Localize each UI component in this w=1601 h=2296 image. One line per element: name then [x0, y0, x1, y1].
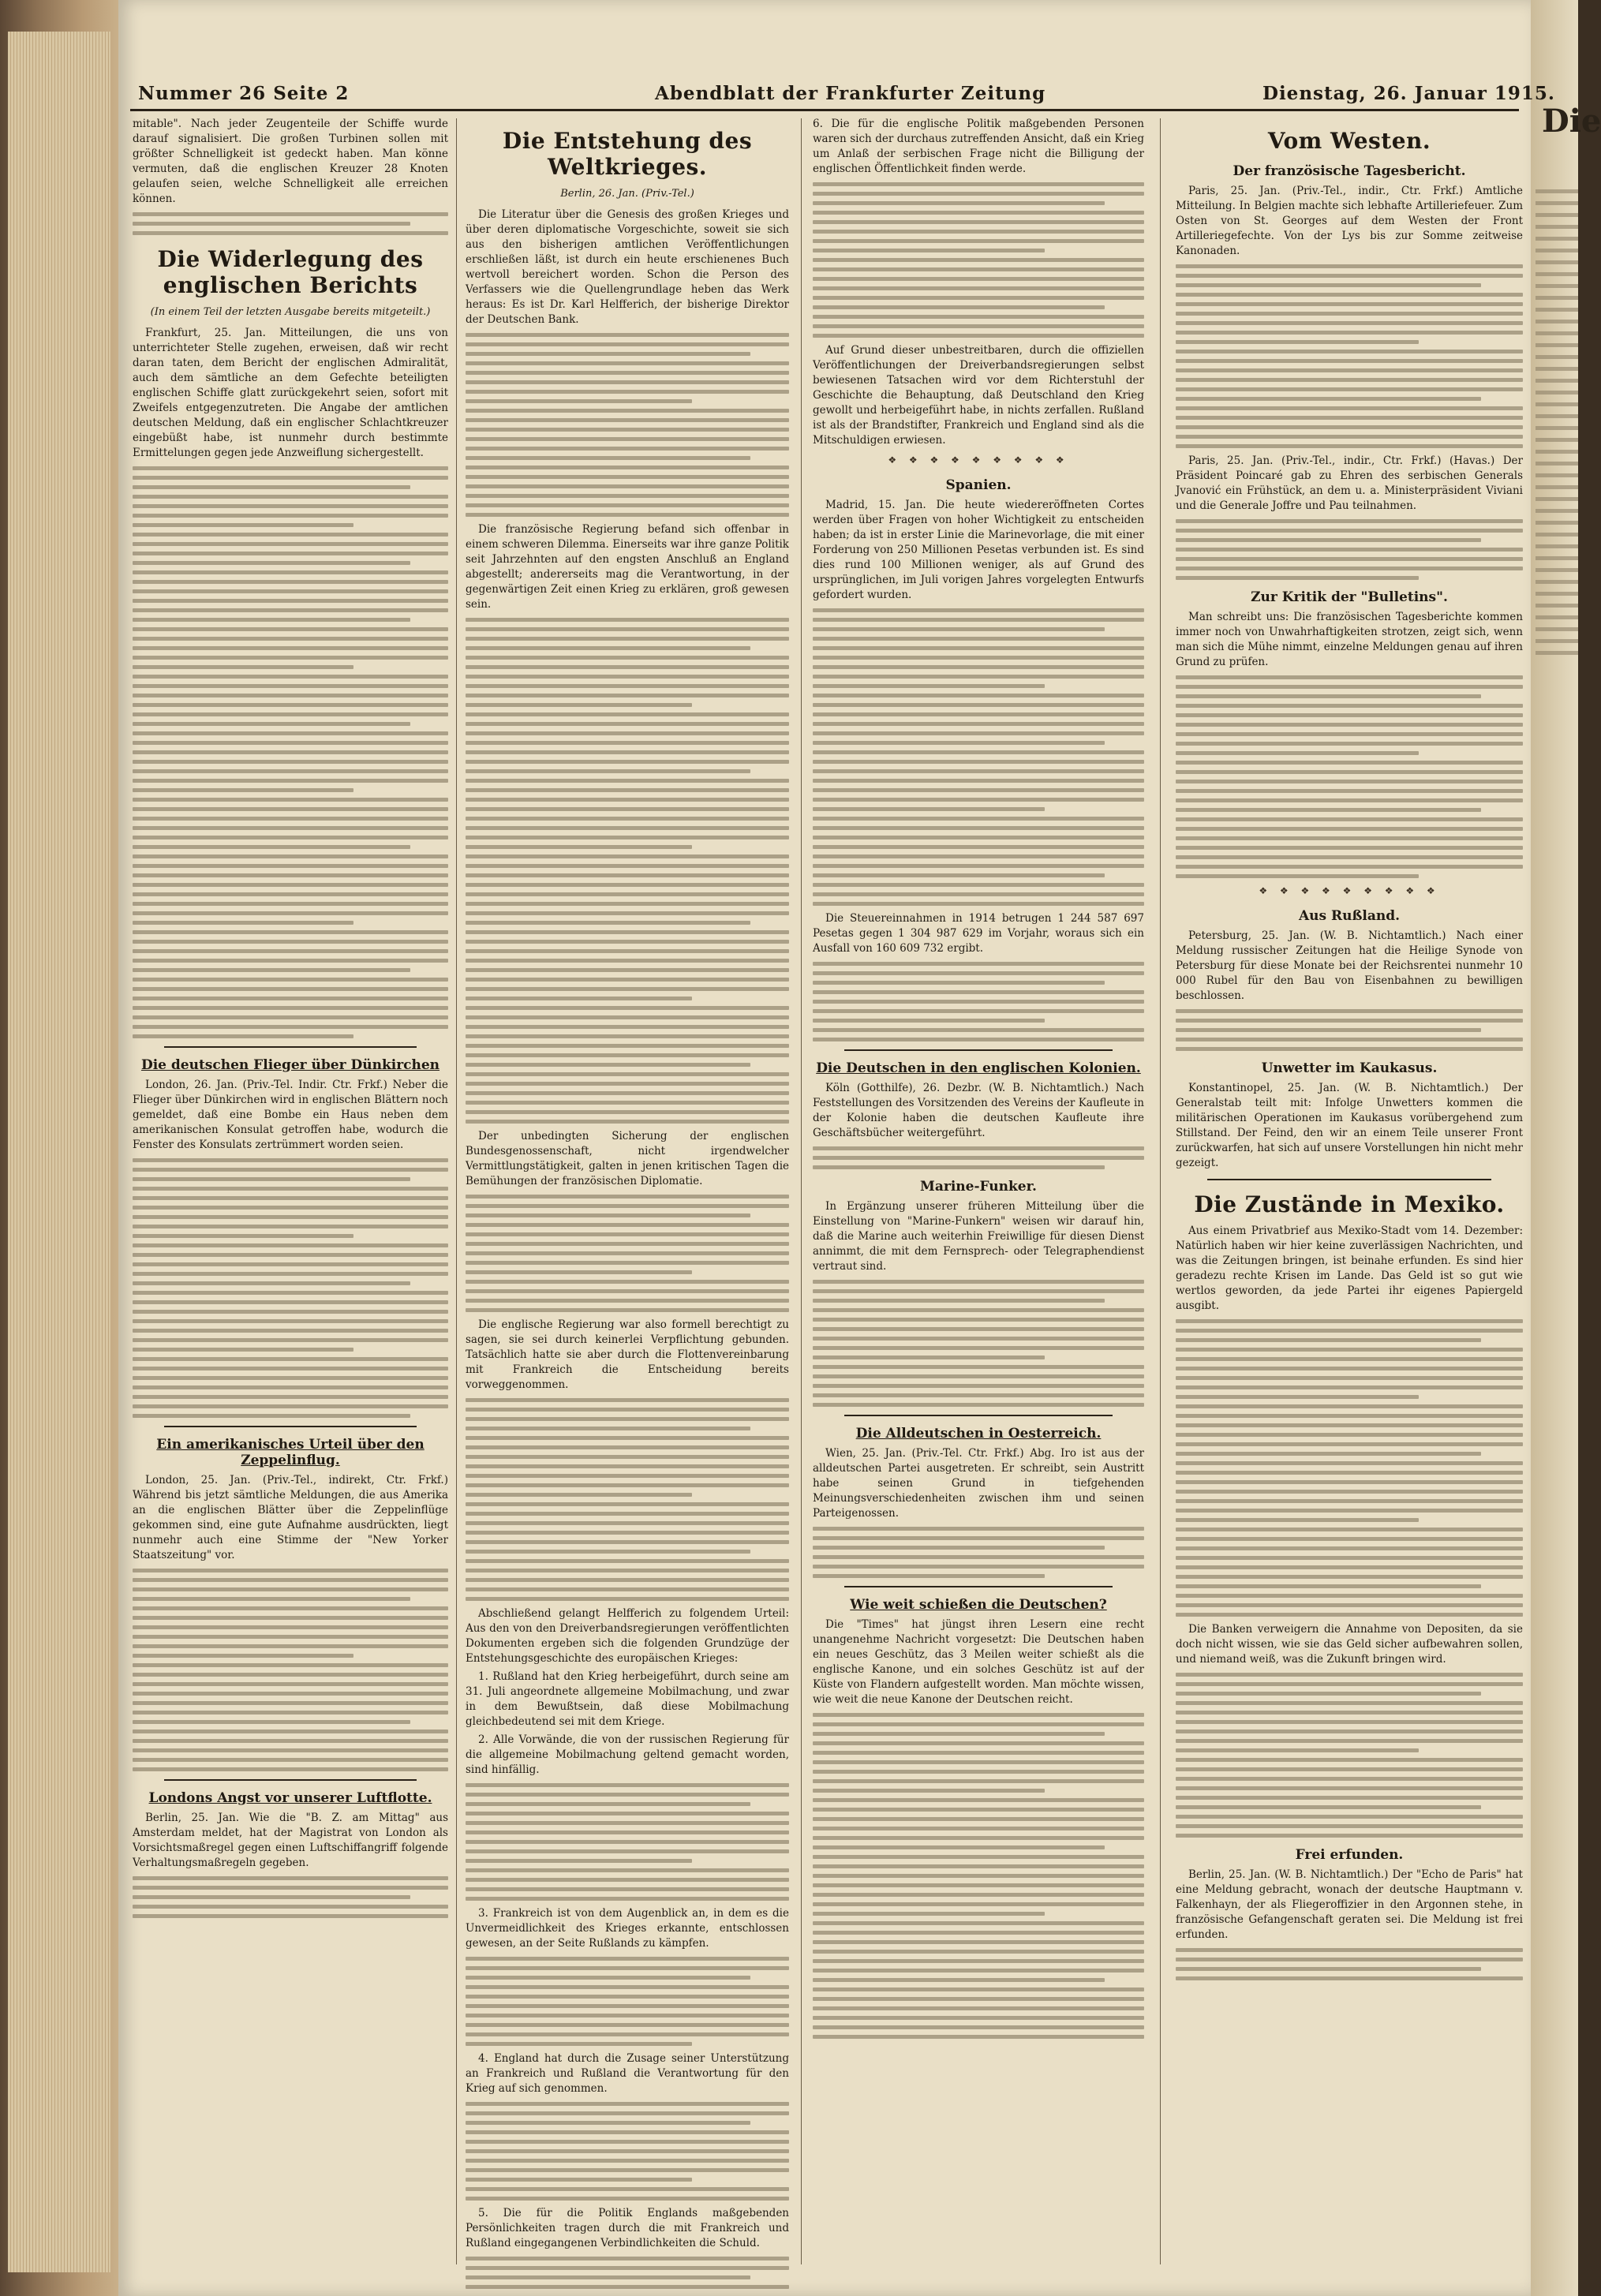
article-heading: Londons Angst vor unserer Luftflotte. — [148, 1790, 432, 1806]
article-text: Die Literatur über die Genesis des großen Krieges und über deren diplomatische Vorgeschichte, soweit sie sich aus den bisherigen amtlichen Veröffentlichungen erschließen läßt, ist durch ein heute erschienenes Buch wertvoll bereichert worden. Schon die Person des Verfassers wie die Quellengrundlage heben das Werk heraus: Es ist Dr. Karl Helfferich, der bisherige Direktor der Deutschen Bank. — [466, 208, 789, 326]
conclusion-item: 1. Rußland hat den Krieg herbeigeführt, durch seine am 31. Juli angeordnete allgemeine Mobilmachung, und zwar in dem Bewußtsein, daß diese Mobilmachung gleichbedeutend sei mit dem Kriege. — [466, 1670, 789, 1728]
text-lines — [466, 1957, 789, 2046]
text-lines — [466, 333, 789, 517]
text-lines — [1176, 264, 1523, 448]
article-heading: Die Deutschen in den englischen Kolonien. — [816, 1060, 1141, 1076]
article-text: Die englische Regierung war also formell berechtigt zu sagen, sie sei durch keinerlei Verpflichtung gebunden. Tatsächlich hatte sie aber durch die Flottenvereinbarung mit Frankreich die Entscheidung bereits vorweggenommen. — [466, 1318, 789, 1391]
header-issue-page: Nummer 26 Seite 2 — [138, 83, 350, 104]
article-text: Die Steuereinnahmen in 1914 betrugen 1 244 587 697 Pesetas gegen 1 304 987 629 im Vorjahr, woraus sich ein Ausfall von 160 609 732 ergibt. — [813, 912, 1144, 955]
text-lines — [1176, 1673, 1523, 1838]
article-text: 6. Die für die englische Politik maßgebenden Personen waren sich der durchaus zutreffenden Ansicht, daß ein Krieg um Anlaß der serbischen Frage nicht die Billigung der englischen Öffentlichkeit finden werde. — [813, 118, 1144, 175]
column-1 — [133, 117, 448, 2279]
article-heading: Vom Westen. — [1267, 128, 1431, 154]
article-heading: Frei erfunden. — [1295, 1847, 1404, 1863]
article-heading: Ein amerikanisches Urteil über den Zeppelinflug. — [156, 1437, 425, 1468]
text-lines — [466, 2257, 789, 2289]
header-date: Dienstag, 26. Januar 1915. — [1262, 83, 1555, 104]
text-lines — [466, 1398, 789, 1601]
article-heading: Die Entstehung des Weltkrieges. — [502, 128, 753, 180]
text-lines — [813, 962, 1144, 1041]
text-lines — [1176, 1009, 1523, 1051]
column-divider — [456, 118, 457, 2264]
column-4 — [1176, 117, 1523, 2279]
article-subheading: Der französische Tagesbericht. — [1233, 163, 1466, 179]
article-text: mitable". Nach jeder Zeugenteile der Schiffe wurde darauf signalisiert. Die großen Turbinen sollen mit größter Schnelligkeit ist gedeckt haben. Man könne vermuten, daß die englischen Kreuzer 28 Knoten gelaufen seien, welche Schnelligkeit alle erreichen können. — [133, 118, 448, 205]
ornament-divider: ❖ ❖ ❖ ❖ ❖ ❖ ❖ ❖ ❖ — [1259, 885, 1440, 896]
article-text: London, 25. Jan. (Priv.-Tel., indirekt, Ctr. Frkf.) Während bis jetzt sämtliche Meldungen, die aus Amerika an die englischen Blätter über die Zeppelinflüge gekommen sind, eine gute Aufnahme ausdrückten, liegt nunmehr auch eine Stimme der "New Yorker Staatszeitung" vor. — [133, 1474, 448, 1561]
text-lines — [466, 2102, 789, 2201]
text-lines — [1176, 1948, 1523, 1980]
article-text: Berlin, 25. Jan. Wie die "B. Z. am Mittag" aus Amsterdam meldet, hat der Magistrat von London als Vorsichtsmaßregel gegen einen Luftschiffangriff folgende Verhaltungsmaßregeln gegeben. — [133, 1812, 448, 1869]
ornament-divider: ❖ ❖ ❖ ❖ ❖ ❖ ❖ ❖ ❖ — [888, 454, 1069, 466]
article-heading: Zur Kritik der "Bulletins". — [1251, 589, 1448, 605]
article-heading: Die Widerlegung des englischen Berichts — [157, 246, 424, 298]
header-masthead: Abendblatt der Frankfurter Zeitung — [655, 83, 1046, 104]
article-text: Die "Times" hat jüngst ihren Lesern eine recht unangenehme Nachricht vorgesetzt: Die Deutschen haben ein neues Geschütz, das 3 Meilen weiter schießt als die englische Kanone, und ein solches Geschütz ist auf der Küste von Flandern aufgestellt worden. Man möchte wissen, wie weit die neue Kanone der Deutschen reicht. — [813, 1618, 1144, 1706]
article-heading: Die Alldeutschen in Oesterreich. — [855, 1426, 1102, 1442]
text-lines — [133, 1876, 448, 1918]
text-lines — [813, 1146, 1144, 1169]
section-rule — [164, 1779, 417, 1781]
stacked-page-edges — [8, 32, 110, 2272]
section-rule — [844, 1049, 1113, 1051]
text-lines — [1176, 675, 1523, 878]
text-lines — [133, 466, 448, 1038]
article-text: Berlin, 25. Jan. (W. B. Nichtamtlich.) Der "Echo de Paris" hat eine Meldung gebracht, wonach der deutsche Hauptmann v. Falkenhayn, der als Fliegeroffizier in den Argonnen stehe, in französische Gefangenschaft geraten sei. Die Meldung ist frei erfunden. — [1176, 1868, 1523, 1941]
article-text: Die Banken verweigern die Annahme von Depositen, da sie doch nicht wissen, wie sie das Geld sicher aufbewahren sollen, und niemand weiß, was die Zukunft bringen wird. — [1176, 1623, 1523, 1666]
text-lines — [813, 1527, 1144, 1578]
article-heading: Unwetter im Kaukasus. — [1261, 1060, 1438, 1076]
conclusion-item: 4. England hat durch die Zusage seiner Unterstützung an Frankreich und Rußland die Verantwortung für den Krieg auf sich genommen. — [466, 2052, 789, 2095]
article-heading: Wie weit schießen die Deutschen? — [850, 1597, 1107, 1613]
text-lines — [813, 1713, 1144, 2039]
section-rule — [1207, 1179, 1491, 1180]
text-lines — [813, 608, 1144, 906]
column-divider — [801, 118, 802, 2264]
article-heading: Aus Rußland. — [1298, 908, 1401, 924]
column-3 — [813, 117, 1144, 2279]
text-lines — [813, 182, 1144, 338]
article-text: Der unbedingten Sicherung der englischen Bundesgenossenschaft, nicht irgendwelcher Vermittlungstätigkeit, galten in jenen kritischen Tagen die Bemühungen der französischen Diplomatie. — [466, 1130, 789, 1187]
text-lines — [133, 1158, 448, 1418]
text-lines — [466, 618, 789, 1124]
text-lines — [813, 1280, 1144, 1407]
article-text: Madrid, 15. Jan. Die heute wiedereröffneten Cortes werden über Fragen von hoher Wichtigkeit zu entscheiden haben; da ist in erster Linie die Marinevorlage, die mit einer Forderung von 250 Millionen Pesetas verbunden ist. Es sind dies rund 100 Millionen weniger, als auf Grund des ursprünglichen, im Juli vorigen Jahres vorgelegten Entwurfs gefordert wurden. — [813, 499, 1144, 601]
article-dateline: Berlin, 26. Jan. (Priv.-Tel.) — [560, 188, 694, 200]
left-binding — [0, 0, 118, 2296]
article-heading: Marine-Funker. — [920, 1179, 1037, 1195]
article-heading: Spanien. — [945, 477, 1012, 493]
article-heading: Die Zustände in Mexiko. — [1194, 1191, 1505, 1217]
conclusion-item: 2. Alle Vorwände, die von der russischen Regierung für die allgemeine Mobilmachung geltend gemacht worden, sind hinfällig. — [466, 1733, 789, 1776]
next-page-peek-text — [1536, 181, 1578, 663]
article-text: London, 26. Jan. (Priv.-Tel. Indir. Ctr. Frkf.) Neber die Flieger über Dünkirchen wird in englischen Blättern noch gemeldet, daß eine Bombe ein Haus neben dem amerikanischen Konsulat getroffen habe, wodurch die Fenster des Konsulats zertrümmert worden seien. — [133, 1079, 448, 1151]
article-subheading: (In einem Teil der letzten Ausgabe bereits mitgeteilt.) — [150, 306, 431, 318]
text-lines — [466, 1783, 789, 1901]
text-lines — [1176, 519, 1523, 580]
article-text: Auf Grund dieser unbestreitbaren, durch die offiziellen Veröffentlichungen der Dreiverbandsregierungen selbst bewiesenen Tatsachen wird vor dem Richterstuhl der Geschichte die Behauptung, daß Deutschland den Krieg gewollt und herbeigeführt habe, in nichts zerfallen. Rußland ist als der Brandstifter, Frankreich und England sind als die Mitschuldigen erwiesen. — [813, 344, 1144, 447]
article-text: Paris, 25. Jan. (Priv.-Tel., indir., Ctr. Frkf.) Amtliche Mitteilung. In Belgien machte sich lebhafte Artilleriefeuer. Zum Osten von St. Georges auf dem Westen der Front Artilleriegefechte. Von der Lys bis zur Somme zeitweise Kanonaden. — [1176, 185, 1523, 257]
next-page-edge — [1531, 0, 1601, 2296]
conclusion-item: 5. Die für die Politik Englands maßgebenden Persönlichkeiten tragen durch die mit Frankreich und Rußland eingegangenen Verbindlichkeiten die Schuld. — [466, 2207, 789, 2249]
article-text: Frankfurt, 25. Jan. Mitteilungen, die uns von unterrichteter Stelle zugehen, erweisen, daß wir recht daran taten, dem Bericht der englischen Admiralität, auch dem sämtliche an dem Gefechte beteiligten englischen Schiffe glatt zurückgekehrt seien, sofort mit Zweifels entgegenzutreten. Die Angabe der amtlichen deutschen Meldung, daß ein englischer Schlachtkreuzer eingebüßt habe, ist nunmehr durch bestimmte Ermittelungen gegen jede Anzweiflung sichergestellt. — [133, 327, 448, 459]
header-rule — [130, 109, 1519, 111]
article-text: In Ergänzung unserer früheren Mitteilung über die Einstellung von "Marine-Funkern" weisen wir darauf hin, daß die Marine auch weiterhin Freiwillige für diesen Dienst annimmt, die mit dem Fernsprech- oder Telegraphendienst vertraut sind. — [813, 1200, 1144, 1273]
article-text: Die französische Regierung befand sich offenbar in einem schweren Dilemma. Einerseits war ihre ganze Politik seit Jahrzehnten auf den engsten Anschluß an England abgestellt; andererseits mag die Verantwortung, in der gegenwärtigen Zeit einen Krieg zu erklären, groß gewesen sein. — [466, 523, 789, 611]
section-rule — [164, 1046, 417, 1048]
article-heading: Die deutschen Flieger über Dünkirchen — [140, 1057, 440, 1073]
text-lines — [133, 212, 448, 235]
article-text: Aus einem Privatbrief aus Mexiko-Stadt vom 14. Dezember: Natürlich haben wir hier keine zuverlässigen Nachrichten, und was die Zeitungen bringen, ist beinahe erfunden. Es sind hier geradezu rechte Krisen im Lande. Das Geld ist so gut wie wertlos geworden, da jede Partei ihr eigenes Papiergeld ausgibt. — [1176, 1225, 1523, 1312]
section-rule — [844, 1415, 1113, 1416]
article-text: Man schreibt uns: Die französischen Tagesberichte kommen immer noch von Unwahrhaftigkeiten strotzen, zeigt sich, wenn man sich die Mühe nimmt, einzelne Meldungen genau auf ihren Grund zu prüfen. — [1176, 611, 1523, 668]
section-rule — [844, 1586, 1113, 1587]
next-page-peek-title: Die — [1542, 103, 1601, 140]
column-2 — [466, 117, 789, 2279]
text-lines — [466, 1195, 789, 1312]
article-text: Konstantinopel, 25. Jan. (W. B. Nichtamtlich.) Der Generalstab teilt mit: Infolge Unwetters kommen die militärischen Operationen im Kaukasus vorübergehend zum Stillstand. Der Feind, den wir an einem Teile unserer Front zurückwarfen, hat sich auf unsere Vorstellungen hin nicht mehr gezeigt. — [1176, 1082, 1523, 1169]
text-lines — [1176, 1319, 1523, 1617]
article-text: Abschließend gelangt Helfferich zu folgendem Urteil: Aus den von den Dreiverbandsregierungen veröffentlichten Dokumenten ergeben sich die folgenden Grundzüge der Entstehungsgeschichte des europäischen Krieges: — [466, 1607, 789, 1665]
text-lines — [133, 1569, 448, 1771]
article-text: Wien, 25. Jan. (Priv.-Tel. Ctr. Frkf.) Abg. Iro ist aus der alldeutschen Partei ausgetreten. Er schreibt, sein Austritt habe seinen Grund in tiefgehenden Meinungsverschiedenheiten zwischen ihm und seinen Parteigenossen. — [813, 1447, 1144, 1520]
column-divider — [1160, 118, 1161, 2264]
article-text: Köln (Gotthilfe), 26. Dezbr. (W. B. Nichtamtlich.) Nach Feststellungen des Vorsitzenden des Vereins der Kaufleute in der Kolonie haben die deutschen Kaufleute ihre Geschäftsbücher weitergeführt. — [813, 1082, 1144, 1139]
article-text: Petersburg, 25. Jan. (W. B. Nichtamtlich.) Nach einer Meldung russischer Zeitungen hat die Heilige Synode von Petersburg für diese Monate bei der Reichsrentei nunmehr 10 000 Rubel für den Bau von Eisenbahnen zu bewilligen beschlossen. — [1176, 929, 1523, 1002]
conclusion-item: 3. Frankreich ist von dem Augenblick an, in dem es die Unvermeidlichkeit des Krieges erkannte, entschlossen gewesen, an der Seite Rußlands zu kämpfen. — [466, 1907, 789, 1950]
section-rule — [164, 1426, 417, 1427]
article-text: Paris, 25. Jan. (Priv.-Tel., indir., Ctr. Frkf.) (Havas.) Der Präsident Poincaré gab zu Ehren des serbischen Generals Jvanović ein Frühstück, an dem u. a. Ministerpräsident Viviani und die Generale Joffre und Pau teilnahmen. — [1176, 454, 1523, 512]
